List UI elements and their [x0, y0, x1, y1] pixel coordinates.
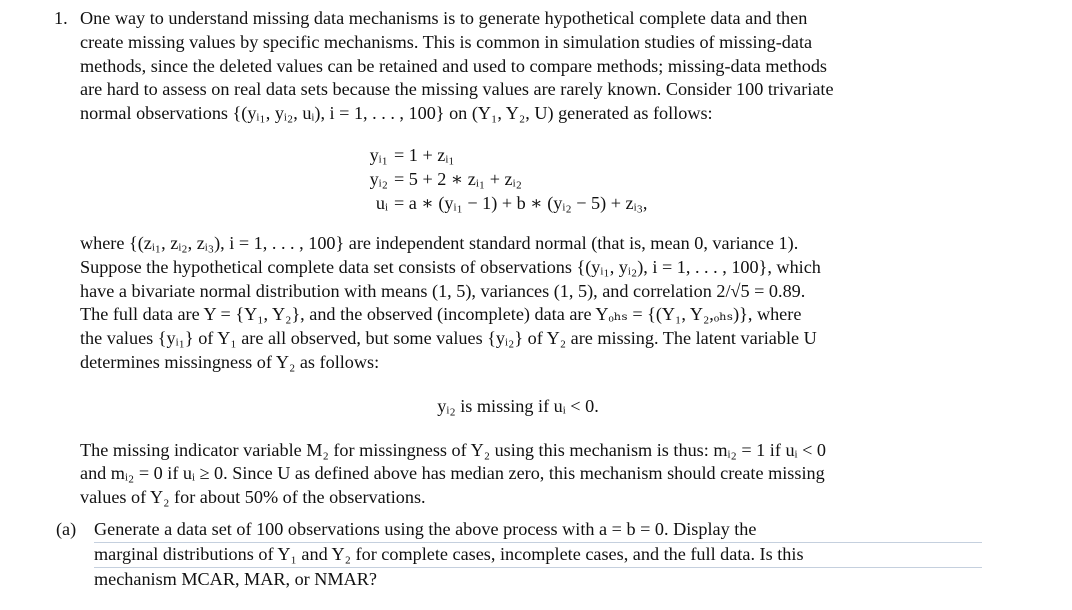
- part-a-line: marginal distributions of Y₁ and Y₂ for complete cases, incomplete cases, and the full data. Is this: [94, 543, 982, 568]
- equation-rhs: = 5 + 2 ∗ zᵢ₁ + zᵢ₂: [394, 168, 522, 189]
- indicator-line: values of Y₂ for about 50% of the observations.: [80, 487, 426, 508]
- part-a-line: mechanism MCAR, MAR, or NMAR?: [94, 568, 377, 589]
- equation-row: [54, 192, 982, 216]
- equation-row: [54, 168, 982, 192]
- equation-block: [54, 144, 982, 216]
- where-line: where {(zᵢ₁, zᵢ₂, zᵢ₃), i = 1, . . . , 100} are independent standard normal (that is, mean 0, variance 1).: [80, 232, 799, 253]
- where-line: The full data are Y = {Y₁, Y₂}, and the observed (incomplete) data are Yₒₕₛ = {(Y₁, Y₂,ₒₕₛ)}, where: [80, 304, 802, 325]
- indicator-paragraph: [80, 439, 982, 510]
- where-line: have a bivariate normal distribution with means (1, 5), variances (1, 5), and correlation 2/√5 = 0.89.: [80, 280, 806, 301]
- where-line: the values {yᵢ₁} of Y₁ are all observed, but some values {yᵢ₂} of Y₂ are missing. The latent variable U: [80, 328, 817, 349]
- part-a-line: Generate a data set of 100 observations using the above process with a = b = 0. Display the: [94, 518, 982, 543]
- part-a: [56, 518, 982, 591]
- problem-1: [54, 7, 982, 591]
- equation-rhs: = 1 + zᵢ₁: [394, 144, 455, 165]
- where-paragraph: [80, 232, 982, 375]
- intro-line: are hard to assess on real data sets because the missing values are rarely known. Consider 100 trivariate: [80, 79, 834, 100]
- intro-line: One way to understand missing data mechanisms is to generate hypothetical complete data and then: [80, 8, 808, 28]
- problem-number: 1.: [54, 8, 68, 28]
- indicator-line: The missing indicator variable M₂ for missingness of Y₂ using this mechanism is thus: mᵢ₂ = 1 if uᵢ < 0: [80, 439, 826, 460]
- equation-lhs: yᵢ₁: [369, 144, 388, 165]
- intro-paragraph: [80, 7, 982, 126]
- intro-line: normal observations {(yᵢ₁, yᵢ₂, uᵢ), i = 1, . . . , 100} on (Y₁, Y₂, U) generated as follows:: [80, 103, 713, 124]
- equation-lhs: yᵢ₂: [369, 168, 388, 189]
- equation-lhs: uᵢ: [375, 192, 388, 213]
- where-line: Suppose the hypothetical complete data set consists of observations {(yᵢ₁, yᵢ₂), i = 1, . . . , 100}, which: [80, 256, 821, 277]
- where-line: determines missingness of Y₂ as follows:: [80, 351, 380, 372]
- equation-rhs: = a ∗ (yᵢ₁ − 1) + b ∗ (yᵢ₂ − 5) + zᵢ₃,: [394, 192, 648, 213]
- indicator-line: and mᵢ₂ = 0 if uᵢ ≥ 0. Since U as defined above has median zero, this mechanism should create missing: [80, 463, 825, 484]
- missing-rule: yᵢ₂ is missing if uᵢ < 0.: [437, 395, 599, 416]
- part-a-label: (a): [56, 518, 77, 539]
- intro-line: create missing values by specific mechanisms. This is common in simulation studies of missing-data: [80, 31, 813, 52]
- equation-row: [54, 144, 982, 168]
- intro-line: methods, since the deleted values can be retained and used to compare methods; missing-data methods: [80, 55, 827, 76]
- part-a-text: [94, 518, 982, 591]
